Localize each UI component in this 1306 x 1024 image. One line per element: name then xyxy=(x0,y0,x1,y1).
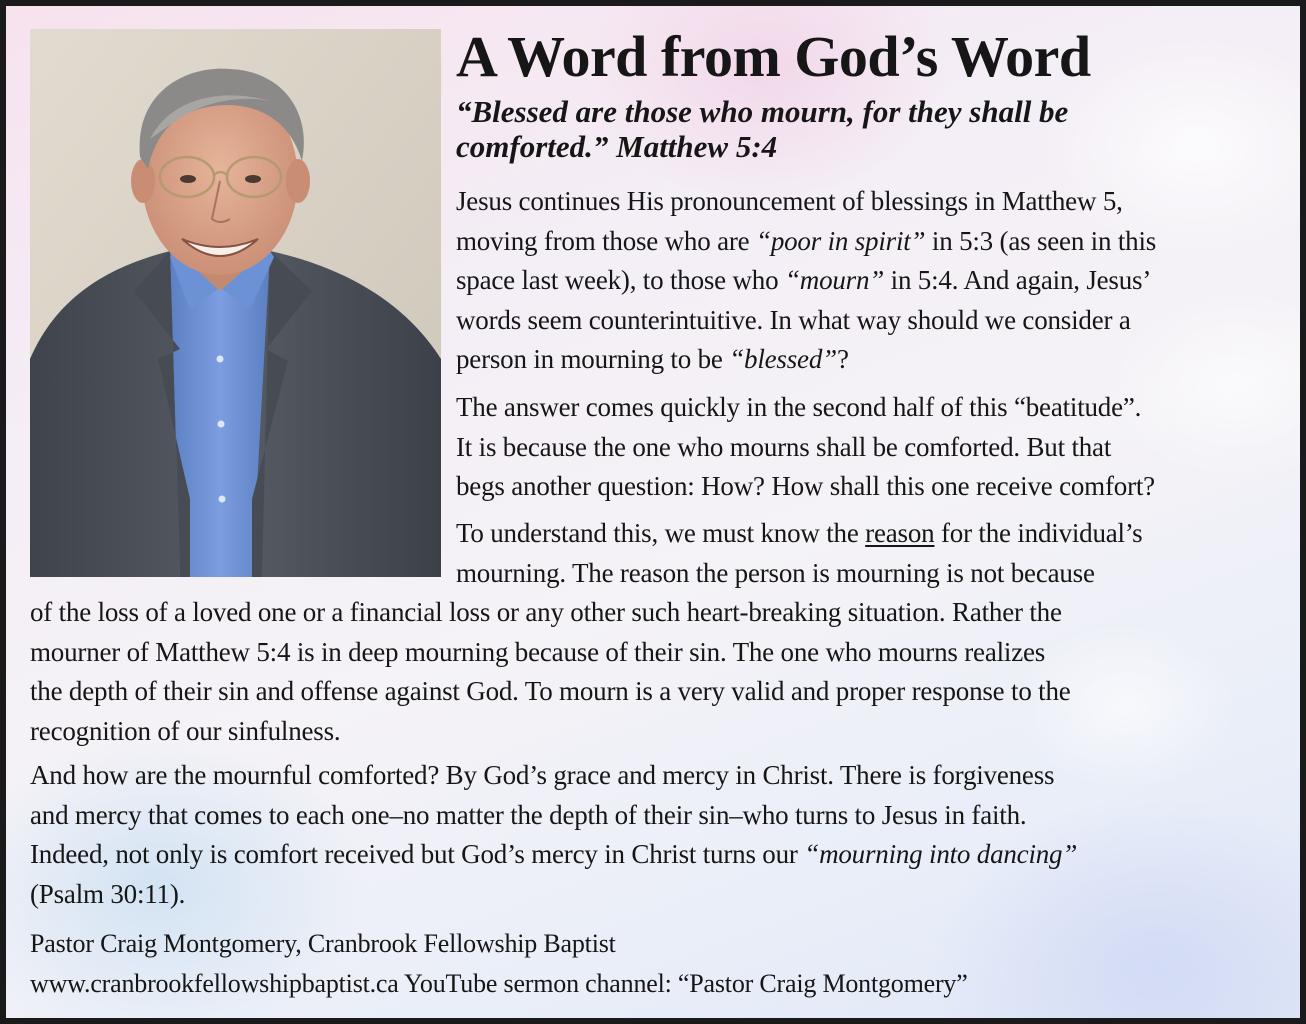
text-line: mourning. The reason the person is mourning is not because xyxy=(456,557,1095,588)
emphasis-quote: “blessed” xyxy=(729,344,837,375)
text-line: and mercy that comes to each one–no matter the depth of their sin–who turns to Jesus in faith. xyxy=(30,799,1027,830)
page-title: A Word from God’s Word xyxy=(456,24,1091,89)
text-line: The answer comes quickly in the second half of this “beatitude”. xyxy=(456,392,1142,422)
pastor-photo xyxy=(30,29,441,577)
text-run: Indeed, not only is comfort received but God’s mercy in Christ turns our xyxy=(30,839,805,870)
text-line xyxy=(30,835,1077,875)
verse-line: “Blessed are those who mourn, for they shall be xyxy=(456,94,1069,129)
text-line xyxy=(456,222,1156,262)
pastor-name: Pastor Craig Montgomery, Cranbrook Fellowship Baptist xyxy=(30,929,616,958)
text-line xyxy=(456,514,1142,554)
emphasis-quote: “mourning into dancing” xyxy=(804,839,1078,870)
underlined-word: reason xyxy=(865,518,935,548)
text-run: person in mourning to be xyxy=(456,344,730,375)
emphasis-quote: “mourn” xyxy=(784,265,885,296)
text-run: moving from those who are xyxy=(456,225,756,256)
paragraph-3 xyxy=(30,514,1143,752)
text-line xyxy=(456,261,1156,301)
scripture-verse xyxy=(456,94,1296,164)
text-line: of the loss of a loved one or a financial loss or any other such heart-breaking situation. Rather the xyxy=(30,597,1062,628)
contact-info: www.cranbrookfellowshipbaptist.ca YouTube sermon channel: “Pastor Craig Montgomery” xyxy=(30,969,968,998)
text-line: And how are the mournful comforted? By God’s grace and mercy in Christ. There is forgiveness xyxy=(30,760,1055,790)
text-line: begs another question: How? How shall this one receive comfort? xyxy=(456,471,1155,502)
text-line xyxy=(456,340,1156,380)
verse-line: comforted.” Matthew 5:4 xyxy=(456,129,778,164)
text-run: in 5:4. And again, Jesus’ xyxy=(884,265,1152,296)
text-run: for the individual’s xyxy=(934,518,1143,548)
text-line: Jesus continues His pronouncement of blessings in Matthew 5, xyxy=(456,186,1123,216)
text-run: To understand this, we must know the xyxy=(456,518,866,548)
text-run: space last week), to those who xyxy=(456,265,785,296)
paragraph-2 xyxy=(456,388,1155,507)
signature-block xyxy=(30,924,968,1004)
text-line: words seem counterintuitive. In what way should we consider a xyxy=(456,304,1131,335)
text-run: in 5:3 (as seen in this xyxy=(925,225,1157,256)
text-line: recognition of our sinfulness. xyxy=(30,715,341,746)
emphasis-quote: “poor in spirit” xyxy=(756,225,926,256)
paragraph-4 xyxy=(30,756,1077,914)
text-run: ? xyxy=(836,344,849,375)
text-line: mourner of Matthew 5:4 is in deep mourning because of their sin. The one who mourns realizes xyxy=(30,636,1046,667)
advertisement-panel xyxy=(6,6,1300,1018)
text-line: the depth of their sin and offense against God. To mourn is a very valid and proper response to the xyxy=(30,676,1071,707)
text-line: It is because the one who mourns shall be comforted. But that xyxy=(456,431,1112,462)
text-line: (Psalm 30:11). xyxy=(30,878,186,909)
pastor-portrait-icon xyxy=(30,29,441,577)
paragraph-1 xyxy=(456,182,1156,380)
